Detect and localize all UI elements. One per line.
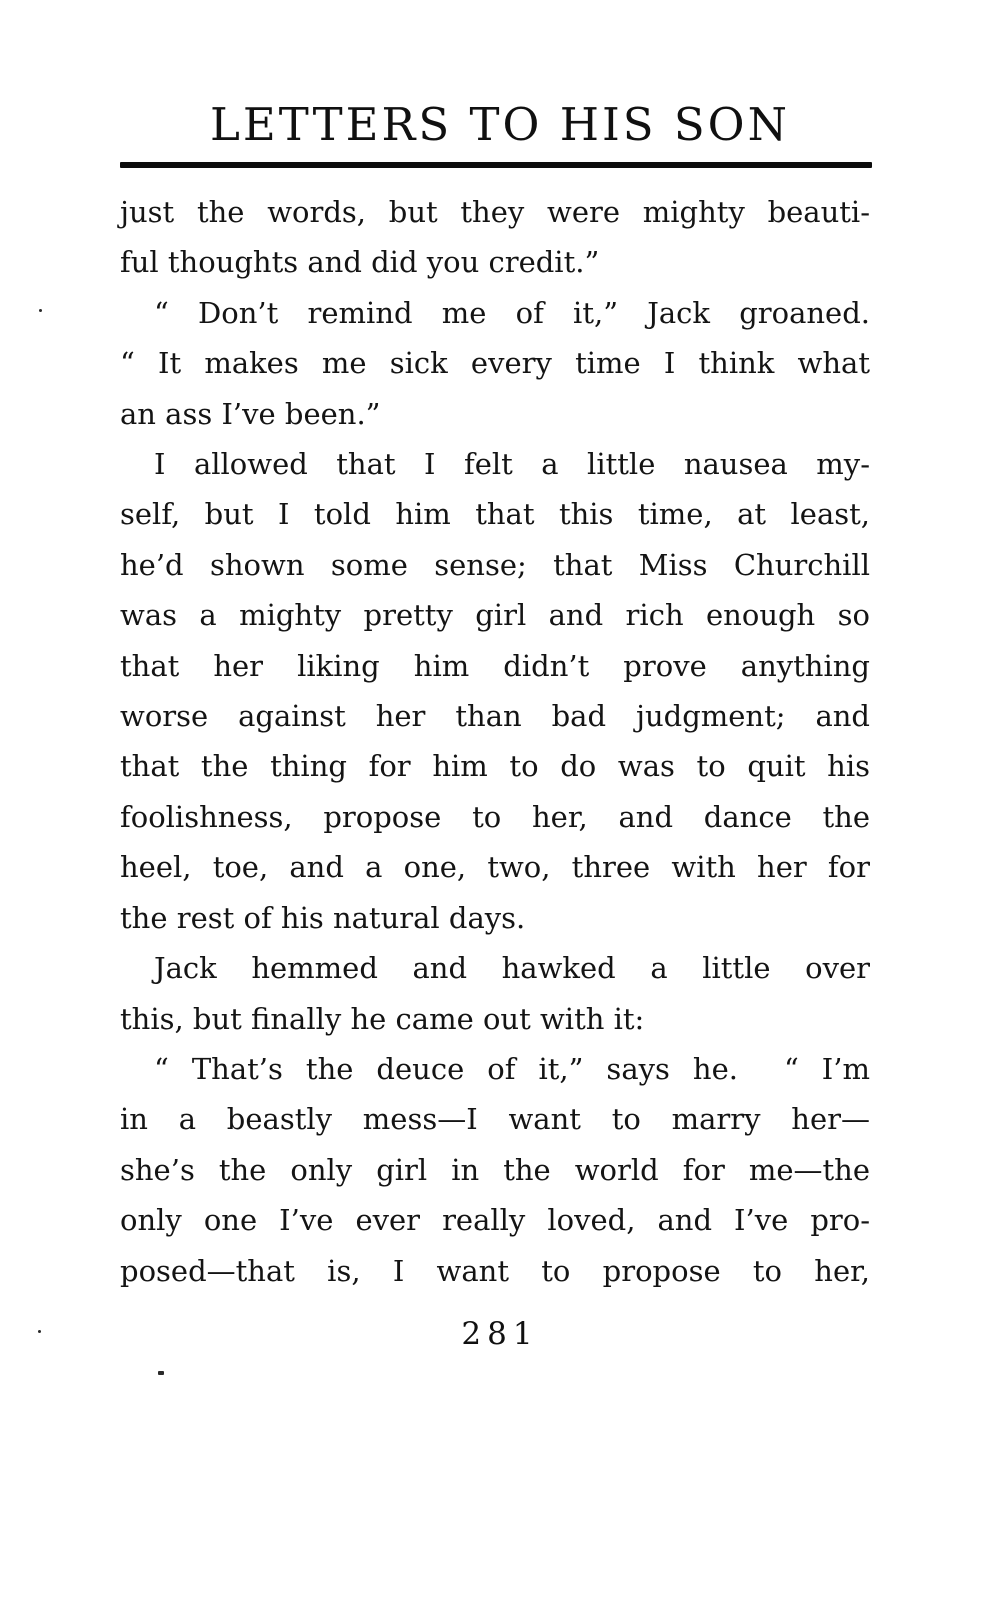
text-line: ful thoughts and did you credit.” (120, 245, 600, 280)
text-line: posed—that is, I want to propose to her, (120, 1253, 870, 1288)
text-line: an ass I’ve been.” (120, 396, 381, 431)
text-line: was a mighty pretty girl and rich enough so (120, 598, 870, 633)
text-line: that her liking him didn’t prove anything (120, 648, 870, 683)
body-text (120, 187, 870, 1296)
text-line: the rest of his natural days. (120, 900, 526, 935)
text-line: self, but I told him that this time, at least, (120, 497, 870, 532)
text-line: heel, toe, and a one, two, three with her for (120, 850, 870, 885)
text-line: this, but finally he came out with it: (120, 1001, 645, 1036)
text-line: “ Don’t remind me of it,” Jack groaned. (154, 295, 870, 330)
scan-speck (39, 309, 42, 312)
text-line: in a beastly mess—I want to marry her— (120, 1102, 870, 1137)
header-rule (120, 162, 872, 168)
page-number: 281 (461, 1316, 539, 1352)
text-line: worse against her than bad judgment; and (120, 699, 870, 734)
text-line: I allowed that I felt a little nausea my- (154, 447, 870, 482)
text-line: only one I’ve ever really loved, and I’ve pro- (120, 1203, 870, 1238)
text-line: “ It makes me sick every time I think what (120, 346, 870, 381)
text-line: he’d shown some sense; that Miss Churchill (120, 547, 870, 582)
scan-speck (38, 1330, 41, 1333)
text-line: that the thing for him to do was to quit his (120, 749, 870, 784)
scan-speck (158, 1371, 164, 1375)
text-line: “ That’s the deuce of it,” says he. “ I’m (154, 1051, 870, 1086)
text-line: just the words, but they were mighty beauti- (120, 195, 870, 229)
text-line: she’s the only girl in the world for me—the (120, 1152, 870, 1187)
text-line: Jack hemmed and hawked a little over (154, 951, 870, 986)
text-line: foolishness, propose to her, and dance the (120, 799, 870, 834)
running-head: LETTERS TO HIS SON (210, 98, 790, 151)
